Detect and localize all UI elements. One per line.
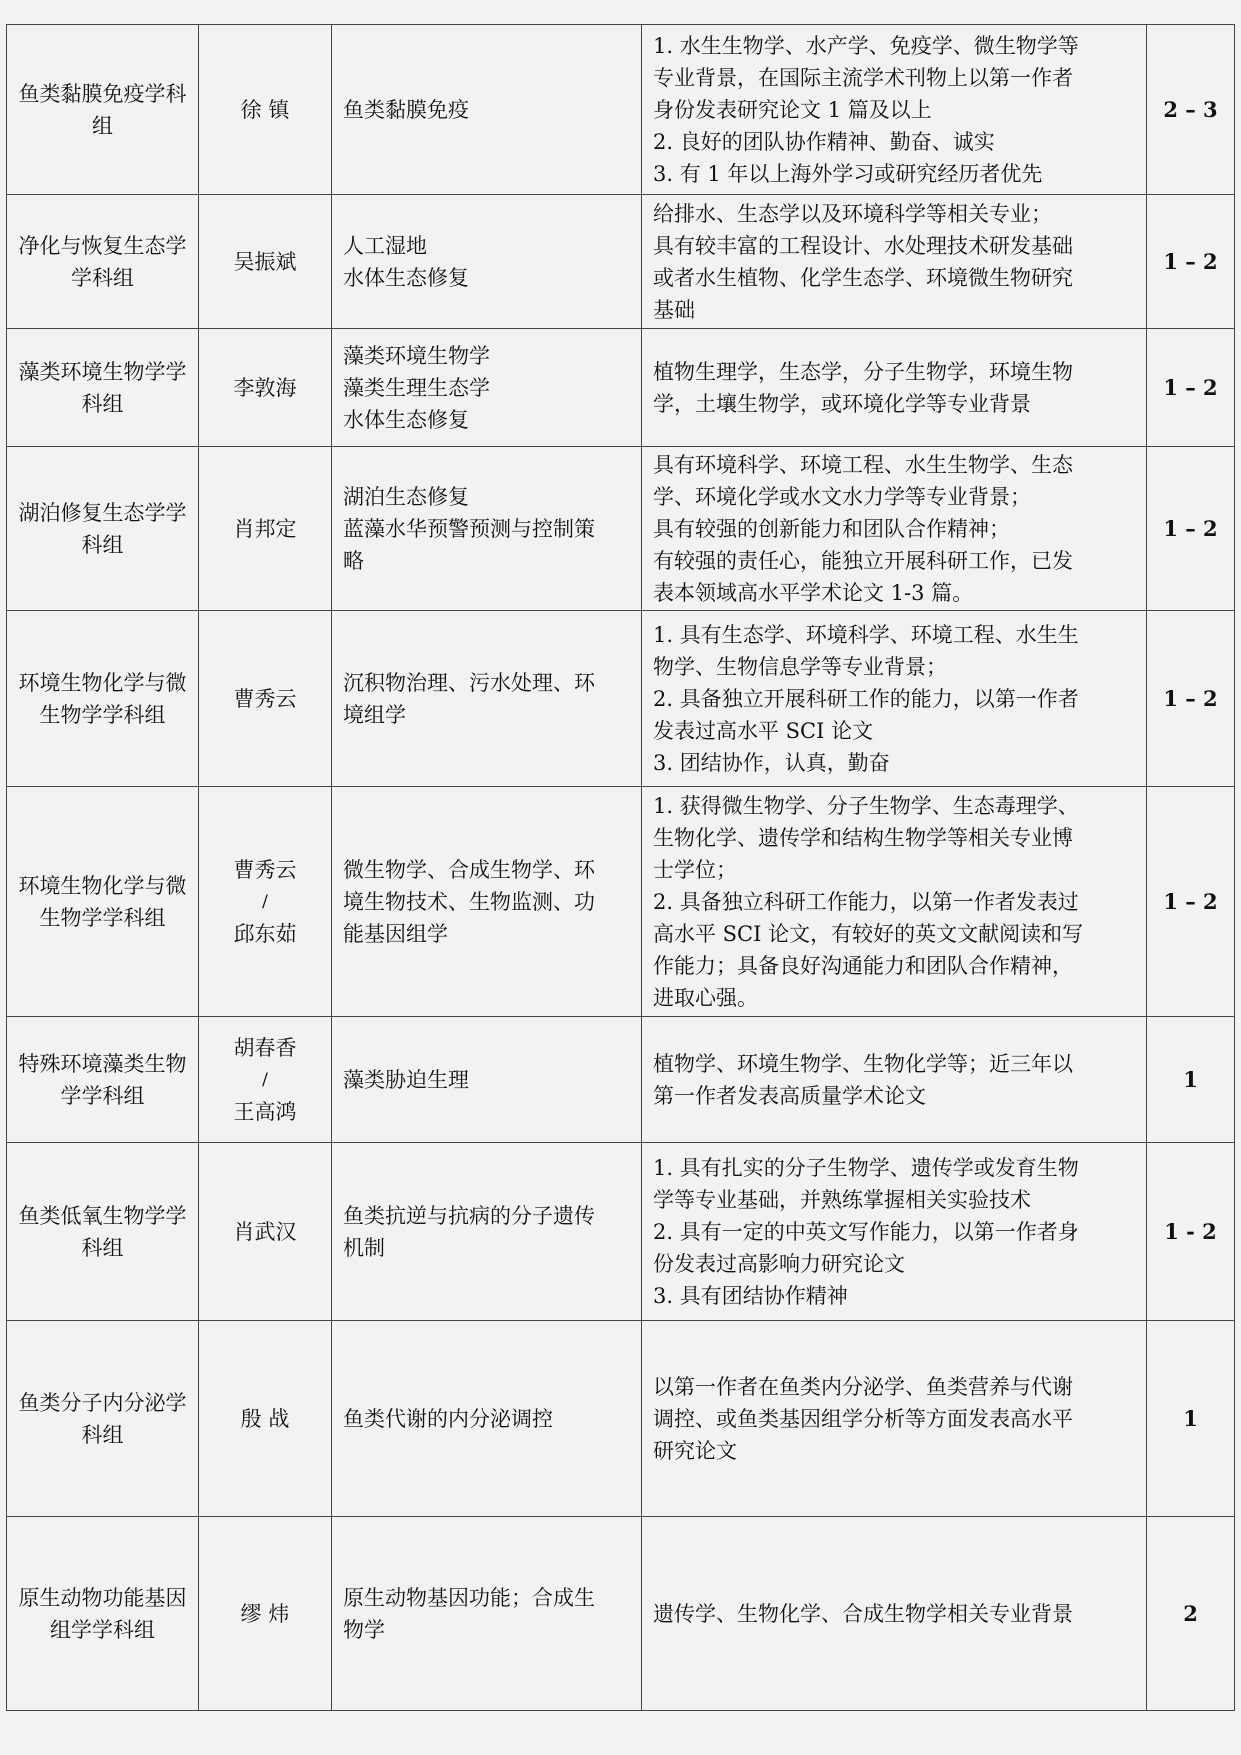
direction-line: 微生物学、合成生物学、环 [343, 857, 595, 882]
group-name-cell [7, 611, 199, 787]
mentor-name: 邱东茹 [233, 921, 297, 946]
mentor-name: 李敦海 [233, 375, 297, 400]
group-name: 原生动物功能基因组学学科组 [18, 1585, 187, 1642]
direction-line: 藻类环境生物学 [343, 343, 490, 368]
table-body [7, 25, 1235, 1711]
group-name-cell [7, 25, 199, 195]
mentor-cell [199, 787, 332, 1017]
requirements-cell [642, 1143, 1147, 1321]
direction-line: 藻类胁迫生理 [343, 1067, 469, 1092]
headcount-cell [1147, 1517, 1235, 1711]
group-name-cell [7, 447, 199, 611]
table-row [7, 1517, 1235, 1711]
mentor-name: 曹秀云 [233, 686, 297, 711]
research-direction-cell [332, 1017, 642, 1143]
mentor-cell [199, 1321, 332, 1517]
mentor-separator: / [262, 891, 268, 912]
group-name-cell [7, 787, 199, 1017]
direction-line: 境生物技术、生物监测、功 [343, 889, 595, 914]
group-name: 藻类环境生物学学科组 [18, 359, 187, 416]
direction-line: 水体生态修复 [343, 407, 469, 432]
requirement-line: 调控、或鱼类基因组学分析等方面发表高水平 [653, 1406, 1073, 1431]
headcount: 2 [1183, 1600, 1198, 1626]
mentor-separator: / [262, 1069, 268, 1090]
requirement-line: 身份发表研究论文 1 篇及以上 [653, 97, 932, 122]
requirement-line: 或者水生植物、化学生态学、环境微生物研究 [653, 265, 1073, 290]
requirement-line: 专业背景，在国际主流学术刊物上以第一作者 [653, 65, 1073, 90]
headcount-cell [1147, 25, 1235, 195]
mentor-name: 曹秀云 [233, 857, 297, 882]
research-direction-cell [332, 329, 642, 447]
group-name: 鱼类分子内分泌学科组 [18, 1390, 187, 1447]
headcount-cell [1147, 1143, 1235, 1321]
mentor-cell [199, 25, 332, 195]
requirement-line: 高水平 SCI 论文，有较好的英文文献阅读和写 [653, 921, 1084, 946]
requirement-line: 生物化学、遗传学和结构生物学等相关专业博 [653, 825, 1073, 850]
requirements-cell [642, 195, 1147, 329]
requirement-line: 物学、生物信息学等专业背景； [653, 654, 947, 679]
headcount: 1 – 2 [1163, 888, 1218, 914]
direction-line: 鱼类代谢的内分泌调控 [343, 1406, 553, 1431]
headcount-cell [1147, 447, 1235, 611]
research-direction-cell [332, 611, 642, 787]
mentor-cell [199, 1143, 332, 1321]
research-direction-cell [332, 1517, 642, 1711]
requirement-line: 表本领域高水平学术论文 1-3 篇。 [653, 580, 974, 605]
direction-line: 鱼类抗逆与抗病的分子遗传 [343, 1203, 595, 1228]
mentor-name: 王高鸿 [233, 1099, 297, 1124]
mentor-name: 缪 炜 [240, 1601, 290, 1626]
requirements-cell [642, 1017, 1147, 1143]
research-direction-cell [332, 1321, 642, 1517]
table-row [7, 1321, 1235, 1517]
mentor-name: 肖邦定 [233, 516, 297, 541]
requirement-line: 3. 团结协作，认真，勤奋 [653, 750, 890, 775]
direction-line: 原生动物基因功能；合成生 [343, 1585, 595, 1610]
requirements-cell [642, 1321, 1147, 1517]
headcount-cell [1147, 329, 1235, 447]
headcount: 1 – 2 [1163, 248, 1218, 274]
requirement-line: 1. 获得微生物学、分子生物学、生态毒理学、 [653, 793, 1079, 818]
group-name: 鱼类黏膜免疫学科组 [18, 81, 187, 138]
requirement-line: 2. 具有一定的中英文写作能力，以第一作者身 [653, 1219, 1079, 1244]
mentor-name: 徐 镇 [240, 97, 290, 122]
requirement-line: 基础 [653, 297, 695, 322]
group-name: 特殊环境藻类生物学学科组 [18, 1051, 187, 1108]
requirements-cell [642, 1517, 1147, 1711]
group-name-cell [7, 1143, 199, 1321]
requirements-cell [642, 611, 1147, 787]
group-name-cell [7, 1017, 199, 1143]
requirement-line: 植物学、环境生物学、生物化学等；近三年以 [653, 1051, 1073, 1076]
mentor-name: 吴振斌 [233, 249, 297, 274]
headcount: 1 – 2 [1163, 685, 1218, 711]
requirement-line: 2. 具备独立科研工作能力，以第一作者发表过 [653, 889, 1079, 914]
requirement-line: 遗传学、生物化学、合成生物学相关专业背景 [653, 1601, 1073, 1626]
table-row [7, 25, 1235, 195]
direction-line: 蓝藻水华预警预测与控制策 [343, 516, 595, 541]
direction-line: 境组学 [343, 702, 406, 727]
requirement-line: 3. 有 1 年以上海外学习或研究经历者优先 [653, 161, 1043, 186]
mentor-name: 胡春香 [233, 1035, 297, 1060]
headcount: 1 [1183, 1405, 1198, 1431]
headcount-cell [1147, 787, 1235, 1017]
direction-line: 物学 [343, 1617, 385, 1642]
direction-line: 水体生态修复 [343, 265, 469, 290]
direction-line: 鱼类黏膜免疫 [343, 97, 469, 122]
requirement-line: 植物生理学，生态学，分子生物学，环境生物 [653, 359, 1073, 384]
requirement-line: 2. 具备独立开展科研工作的能力，以第一作者 [653, 686, 1079, 711]
requirement-line: 士学位； [653, 857, 737, 882]
group-name: 净化与恢复生态学学科组 [18, 233, 187, 290]
requirements-cell [642, 25, 1147, 195]
headcount: 2 – 3 [1163, 96, 1218, 122]
headcount-cell [1147, 1017, 1235, 1143]
direction-line: 人工湿地 [343, 233, 427, 258]
direction-line: 藻类生理生态学 [343, 375, 490, 400]
requirement-line: 研究论文 [653, 1438, 737, 1463]
group-name: 湖泊修复生态学学科组 [18, 500, 187, 557]
mentor-cell [199, 447, 332, 611]
requirement-line: 3. 具有团结协作精神 [653, 1283, 848, 1308]
group-name-cell [7, 195, 199, 329]
research-direction-cell [332, 195, 642, 329]
requirement-line: 给排水、生态学以及环境科学等相关专业； [653, 201, 1052, 226]
headcount: 1 – 2 [1163, 515, 1218, 541]
research-direction-cell [332, 447, 642, 611]
requirement-line: 学，土壤生物学，或环境化学等专业背景 [653, 391, 1031, 416]
table-row [7, 611, 1235, 787]
direction-line: 沉积物治理、污水处理、环 [343, 670, 595, 695]
research-direction-cell [332, 25, 642, 195]
table-row [7, 329, 1235, 447]
recruitment-table [6, 24, 1235, 1711]
research-direction-cell [332, 1143, 642, 1321]
table-row [7, 787, 1235, 1017]
requirement-line: 第一作者发表高质量学术论文 [653, 1083, 926, 1108]
requirement-line: 进取心强。 [653, 985, 758, 1010]
headcount: 1 - 2 [1164, 1218, 1217, 1244]
table-row [7, 1017, 1235, 1143]
headcount: 1 – 2 [1163, 374, 1218, 400]
requirement-line: 有较强的责任心，能独立开展科研工作，已发 [653, 548, 1073, 573]
requirement-line: 以第一作者在鱼类内分泌学、鱼类营养与代谢 [653, 1374, 1073, 1399]
requirement-line: 2. 良好的团队协作精神、勤奋、诚实 [653, 129, 995, 154]
requirement-line: 具有环境科学、环境工程、水生生物学、生态 [653, 452, 1073, 477]
requirement-line: 学、环境化学或水文水力学等专业背景； [653, 484, 1031, 509]
group-name-cell [7, 1321, 199, 1517]
direction-line: 湖泊生态修复 [343, 484, 469, 509]
requirement-line: 学等专业基础，并熟练掌握相关实验技术 [653, 1187, 1031, 1212]
requirements-cell [642, 447, 1147, 611]
requirements-cell [642, 787, 1147, 1017]
group-name: 环境生物化学与微生物学学科组 [18, 670, 187, 727]
headcount: 1 [1183, 1066, 1198, 1092]
direction-line: 略 [343, 548, 364, 573]
requirement-line: 具有较丰富的工程设计、水处理技术研发基础 [653, 233, 1073, 258]
group-name-cell [7, 1517, 199, 1711]
group-name: 环境生物化学与微生物学学科组 [18, 873, 187, 930]
direction-line: 能基因组学 [343, 921, 448, 946]
mentor-cell [199, 611, 332, 787]
table-row [7, 1143, 1235, 1321]
requirement-line: 1. 水生生物学、水产学、免疫学、微生物学等 [653, 33, 1079, 58]
mentor-cell [199, 195, 332, 329]
headcount-cell [1147, 611, 1235, 787]
requirement-line: 1. 具有生态学、环境科学、环境工程、水生生 [653, 622, 1079, 647]
mentor-cell [199, 329, 332, 447]
mentor-cell [199, 1517, 332, 1711]
requirement-line: 作能力；具备良好沟通能力和团队合作精神， [653, 953, 1073, 978]
table-row [7, 447, 1235, 611]
table-row [7, 195, 1235, 329]
research-direction-cell [332, 787, 642, 1017]
direction-line: 机制 [343, 1235, 385, 1260]
requirement-line: 具有较强的创新能力和团队合作精神； [653, 516, 1010, 541]
requirement-line: 份发表过高影响力研究论文 [653, 1251, 905, 1276]
requirements-cell [642, 329, 1147, 447]
requirement-line: 1. 具有扎实的分子生物学、遗传学或发育生物 [653, 1155, 1079, 1180]
headcount-cell [1147, 1321, 1235, 1517]
requirement-line: 发表过高水平 SCI 论文 [653, 718, 874, 743]
recruitment-table-page [6, 24, 1234, 1711]
mentor-name: 肖武汉 [233, 1219, 297, 1244]
mentor-cell [199, 1017, 332, 1143]
mentor-name: 殷 战 [240, 1406, 290, 1431]
group-name-cell [7, 329, 199, 447]
group-name: 鱼类低氧生物学学科组 [18, 1203, 187, 1260]
headcount-cell [1147, 195, 1235, 329]
